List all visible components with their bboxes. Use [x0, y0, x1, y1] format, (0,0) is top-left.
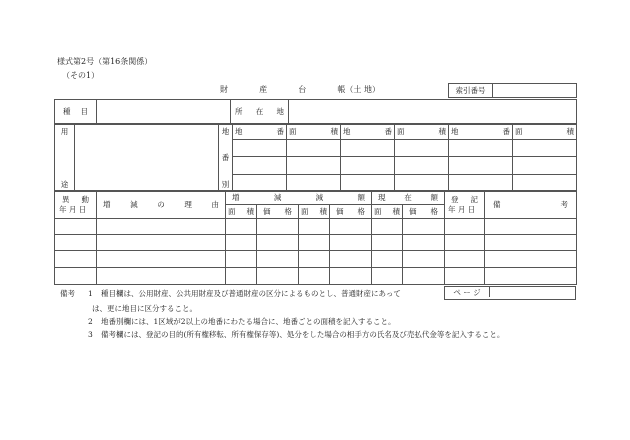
- note-text: 備考欄には、登記の目的(所有権移転、所有権保存等)、処分をした場合の相手方の氏名及び売払代金等を記入すること。: [101, 330, 505, 339]
- menseki-header: 面 積: [513, 125, 577, 140]
- chiban-betsu-label: 地 番 別: [219, 125, 233, 192]
- header-info-table: [54, 99, 577, 124]
- page-box: [444, 286, 576, 300]
- form-number: 様式第2号（第16条関係）: [57, 57, 153, 66]
- shumoku-label: 種 目: [55, 100, 97, 124]
- table-row: [55, 268, 577, 285]
- note-text: は、更に地目に区分すること。: [92, 304, 197, 313]
- kakaku-subheader: 価 格: [403, 205, 445, 219]
- title-char: 財: [220, 85, 228, 94]
- note-number: 2: [88, 317, 93, 326]
- menseki-header: 面 積: [287, 125, 341, 140]
- index-number-box: [448, 83, 577, 98]
- notes-prefix: 備考: [60, 289, 75, 298]
- title-char: 産: [259, 85, 268, 94]
- zougen-header: 増 減 減 額: [226, 191, 372, 205]
- chiban-table: [54, 124, 577, 192]
- kakaku-subheader: 価 格: [330, 205, 372, 219]
- bikou-header: 備 考: [485, 191, 577, 219]
- shozaichi-label: 所 在 地: [231, 100, 289, 124]
- kakaku-subheader: 価 格: [257, 205, 299, 219]
- chiban-header: 地 番: [341, 125, 395, 140]
- reason-header: 増 減 の 理 由: [97, 191, 226, 219]
- table-row: [55, 219, 577, 235]
- shozaichi-value: [289, 100, 577, 124]
- note-number: 3: [88, 330, 93, 339]
- index-number-label: 索引番号: [449, 84, 493, 98]
- genzai-header: 現 在 額: [372, 191, 445, 205]
- idou-date-header: 異 動 年 月 日: [55, 191, 97, 219]
- ledger-table: [54, 190, 577, 285]
- form-sub-number: （その1）: [62, 71, 100, 80]
- menseki-subheader: 面 積: [299, 205, 330, 219]
- shumoku-value: [97, 100, 231, 124]
- note-text: 種目欄は、公用財産、公共用財産及び普通財産の区分によるものとし、普通財産にあって: [101, 289, 401, 298]
- menseki-header: 面 積: [395, 125, 449, 140]
- chiban-header: 地 番: [449, 125, 513, 140]
- note-text: 地番別欄には、1区域が2以上の地番にわたる場合に、地番ごとの面積を記入すること。: [101, 317, 396, 326]
- table-row: [55, 251, 577, 268]
- menseki-subheader: 面 積: [372, 205, 403, 219]
- note-number: 1: [88, 289, 93, 298]
- youto-value: [75, 125, 219, 192]
- table-row: [55, 235, 577, 251]
- title-row: [220, 86, 380, 94]
- title-char: 台: [298, 85, 307, 94]
- menseki-subheader: 面 積: [226, 205, 257, 219]
- index-number-value: [493, 84, 577, 98]
- page-label: ペ ー ジ: [445, 287, 490, 297]
- title-char: 帳（土 地）: [337, 85, 380, 94]
- youto-label: 用 途: [55, 125, 75, 192]
- chiban-header: 地 番: [233, 125, 287, 140]
- touki-date-header: 登 記 年 月 日: [445, 191, 485, 219]
